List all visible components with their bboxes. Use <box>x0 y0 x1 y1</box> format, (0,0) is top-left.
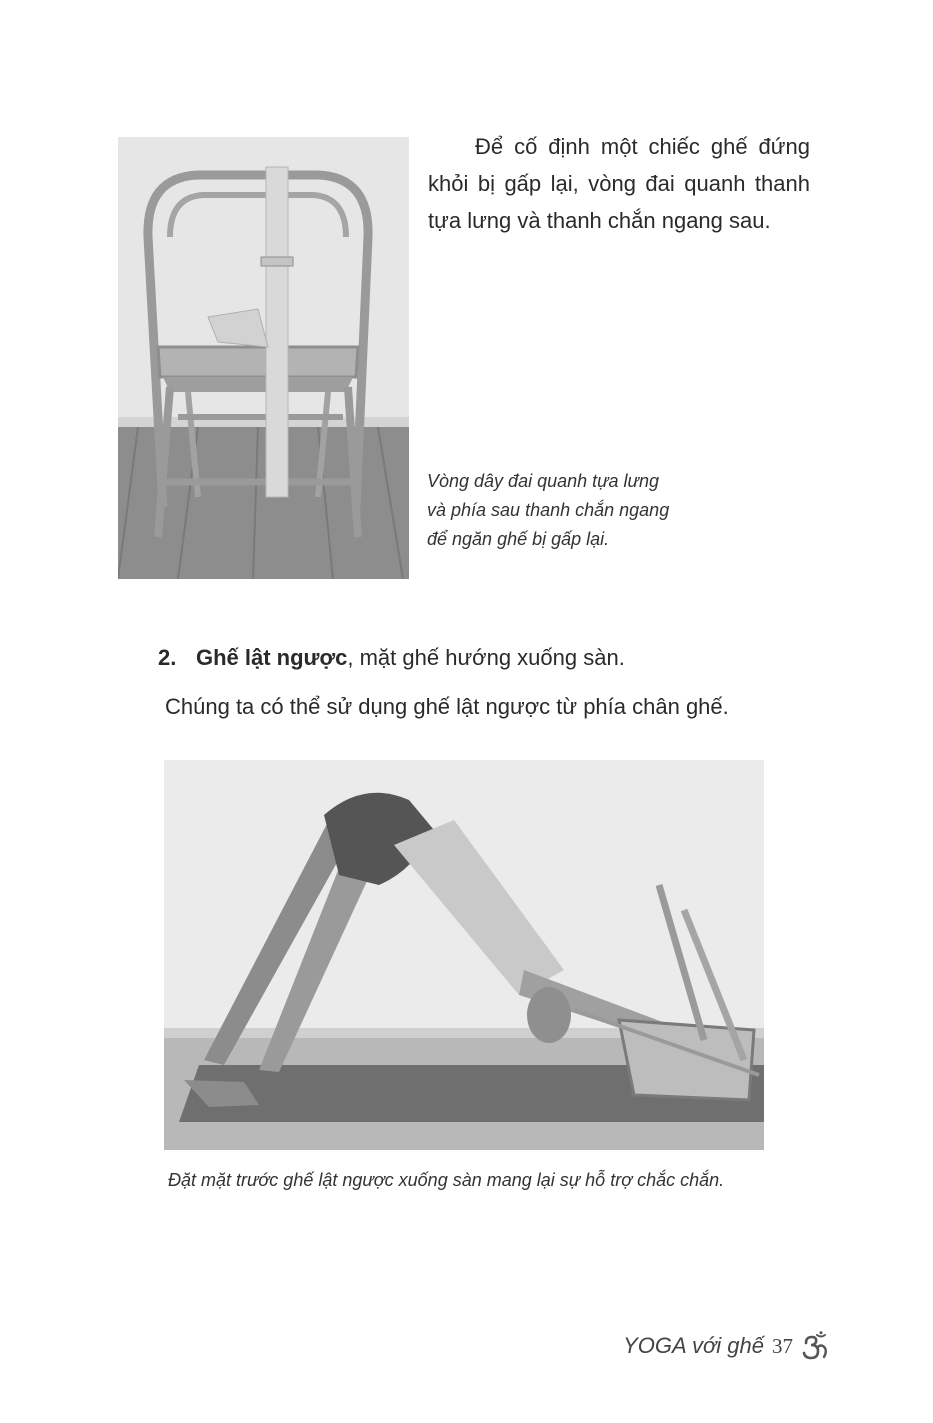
downward-dog-photo <box>164 760 764 1150</box>
figure1-caption-line: để ngăn ghế bị gấp lại. <box>427 529 610 549</box>
chair-strap-photo <box>118 137 409 579</box>
figure1-caption <box>427 467 717 554</box>
figure2-caption: Đặt mặt trước ghế lật ngược xuống sàn mang lại sự hỗ trợ chắc chắn. <box>168 1170 725 1190</box>
list-item-number: 2. <box>158 645 177 670</box>
list-item-2 <box>158 643 818 673</box>
figure1-caption-line: Vòng dây đai quanh tựa lưng <box>427 471 659 491</box>
page-footer <box>623 1328 829 1364</box>
page-number: 37 <box>772 1333 793 1358</box>
book-title: YOGA với ghế <box>623 1333 764 1358</box>
intro-paragraph: Để cố định một chiếc ghế đứng khỏi bị gấp lại, vòng đai quanh thanh tựa lưng và thanh chắn ngang sau. <box>428 134 810 233</box>
om-symbol-icon <box>801 1331 829 1361</box>
figure1-caption-line: và phía sau thanh chắn ngang <box>427 500 670 520</box>
list-item-description: Chúng ta có thể sử dụng ghế lật ngược từ phía chân ghế. <box>165 694 729 719</box>
list-item-rest: , mặt ghế hướng xuống sàn. <box>347 645 625 670</box>
list-item-title: Ghế lật ngược <box>196 645 348 670</box>
